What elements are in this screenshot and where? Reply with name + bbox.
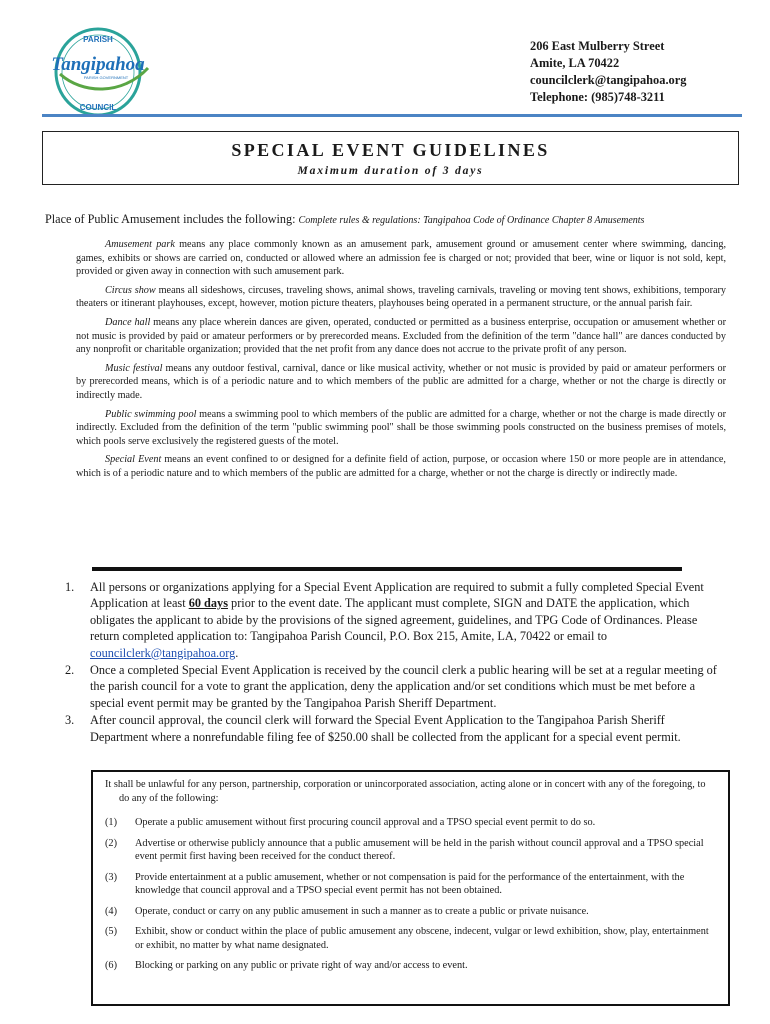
application-steps xyxy=(65,579,725,746)
parish-council-logo xyxy=(42,24,154,120)
logo-top-text: PARISH xyxy=(83,35,113,44)
definition-text: means any place wherein dances are given, operated, conducted or permitted as a business enterprise, occupation or amusement whether or not music is provided by paid or amateur performers or by prerecorded means. Excluded from the definition of the term "dance hall" are dances conducted by any nonprofit or charitable organization; provided that the net profit from any dance does not accrue to the private profit of any person. xyxy=(76,316,726,356)
document-subtitle: Maximum duration of 3 days xyxy=(297,164,484,177)
definition-item xyxy=(76,316,726,357)
definition-term: Amusement park xyxy=(105,239,175,250)
unlawful-item-number: (4) xyxy=(105,905,118,917)
intro-text: Place of Public Amusement includes the following: xyxy=(45,212,296,226)
unlawful-item-number: (1) xyxy=(105,817,118,828)
definition-text: means any outdoor festival, carnival, dance or like musical activity, whether or not music is provided by paid or amateur performers or by prerecorded means, which is of a periodic nature and to which members of the public are admitted for a charge, whether or not the charge is directly or indirectly made. xyxy=(76,362,726,401)
unlawful-item xyxy=(105,837,718,864)
step-item xyxy=(65,579,725,661)
step-text-part: . xyxy=(235,645,239,660)
address-email: councilclerk@tangipahoa.org xyxy=(530,73,687,87)
unlawful-item-number: (2) xyxy=(105,837,118,849)
title-box xyxy=(42,131,739,185)
email-link[interactable]: councilclerk@tangipahoa.org xyxy=(90,645,236,660)
step-text: After council approval, the council clerk will forward the Special Event Application to the Tangipahoa Parish Sheriff Department where a nonrefundable filing fee of $250.00 shall be collected from the applicant for a special event permit. xyxy=(90,713,681,744)
definition-term: Music festival xyxy=(105,362,163,374)
unlawful-item-text: Operate a public amusement without first procuring council approval and a TPSO special event permit to do so. xyxy=(135,817,596,828)
unlawful-item-text: Blocking or parking on any public or private right of way and/or access to event. xyxy=(135,960,468,971)
unlawful-item xyxy=(105,925,718,952)
logo-bottom-text: COUNCIL xyxy=(79,103,117,112)
definition-term: Public swimming pool xyxy=(105,408,197,420)
unlawful-item-text: Exhibit, show or conduct within the place of public amusement any obscene, indecent, vulgar or lewd exhibition, show, play, entertainment or exhibit, no matter by what name designated. xyxy=(135,926,709,951)
intro-line xyxy=(45,212,644,227)
step-text-part: All persons or organizations applying for a Special Event Application are required to submit a fully completed Special Event Application at least xyxy=(90,580,704,611)
step-text xyxy=(90,579,725,661)
step-item xyxy=(65,662,725,711)
definition-item xyxy=(76,408,726,449)
definition-text: means a swimming pool to which members of the public are admitted for a charge, whether or not the charge is made directly or indirectly. Excluded from the definition of the term "public swimming pool" shall be those swimming pools constructed on the business premises of motels, which pools serve exclusively the registered guests of the motel. xyxy=(76,408,727,447)
unlawful-item-text: Provide entertainment at a public amusement, whether or not compensation is paid for the performance of the entertainment, with the knowledge that council approval and a TPSO special event permit has not been obtained. xyxy=(135,871,685,896)
definition-text: means all sideshows, circuses, traveling shows, animal shows, traveling carnivals, traveling or moving tent shows, exhibitions, temporary theaters or itinerant playhouses, except, however, motion picture theaters, playhouses being operated in a permanent structure, or the annual parish fair. xyxy=(76,284,726,310)
step-text: Once a completed Special Event Application is received by the council clerk a public hearing will be set at a regular meeting of the parish council for a vote to grant the application, deny the application and/or set conditions which must be met before a special event permit may be granted by the Tangipahoa Parish Sheriff Department. xyxy=(90,663,717,710)
definition-term: Special Event xyxy=(105,454,162,466)
address-street: 206 East Mulberry Street xyxy=(530,39,665,53)
logo-wordmark: Tangipahoa xyxy=(51,54,145,75)
document-title: SPECIAL EVENT GUIDELINES xyxy=(231,140,550,160)
step-number: 1. xyxy=(65,580,75,594)
logo-sub-text: PARISH GOVERNMENT xyxy=(83,75,129,80)
definition-item xyxy=(76,284,726,311)
definition-item xyxy=(76,362,726,403)
intro-note: Complete rules & regulations: Tangipahoa Code of Ordinance Chapter 8 Amusements xyxy=(298,215,645,226)
definition-term: Circus show xyxy=(105,284,156,296)
definition-item xyxy=(76,238,726,279)
definitions-list xyxy=(76,238,726,486)
step-number: 3. xyxy=(65,713,75,728)
address-phone: Telephone: (985)748-3211 xyxy=(530,90,665,104)
unlawful-item xyxy=(105,816,718,830)
contact-address xyxy=(530,38,686,106)
unlawful-acts-box xyxy=(91,770,730,1006)
header-divider xyxy=(42,114,742,117)
unlawful-intro: It shall be unlawful for any person, partnership, corporation or unincorporated association, acting alone or in concert with any of the foregoing, to do any of the following: xyxy=(105,779,706,804)
deadline-emphasis: 60 days xyxy=(188,596,228,611)
definition-term: Dance hall xyxy=(105,316,151,328)
definition-item xyxy=(76,453,726,480)
unlawful-item xyxy=(105,871,718,898)
unlawful-item-text: Advertise or otherwise publicly announce that a public amusement will be held in the parish without council approval and a TPSO special event permit first having been received for the conduct thereof. xyxy=(135,837,704,862)
logo-emblem xyxy=(42,24,154,120)
unlawful-item-number: (3) xyxy=(105,871,118,883)
address-city: Amite, LA 70422 xyxy=(530,56,620,70)
unlawful-item xyxy=(105,905,718,919)
step-number: 2. xyxy=(65,663,75,678)
unlawful-item-number: (5) xyxy=(105,926,118,937)
step-text-part: prior to the event date. The applicant must complete, SIGN and DATE the application, which obligates the applicant to abide by the provisions of the signed agreement, guidelines, and TPG Code of Ordinances. Please return completed application to: Tangipahoa Parish Council, P.O. Box 215, Amite, LA, 70422 or email to xyxy=(90,596,698,644)
unlawful-item-number: (6) xyxy=(105,960,118,971)
unlawful-item-text: Operate, conduct or carry on any public amusement in such a manner as to create a public or private nuisance. xyxy=(135,905,589,917)
step-item xyxy=(65,712,725,745)
definition-text: means any place commonly known as an amusement park, amusement ground or amusement center where swimming, dancing, games, exhibits or shows are carried on, conducted or allowed where an admission fee is charged or not; provided that beer, wine or liquor is not sold, kept, provided or given away in connection with such amusement park. xyxy=(76,239,726,278)
definition-text: means an event confined to or designed for a definite field of action, purpose, or occasion where 150 or more people are in attendance, which is of a periodic nature and to which members of the public are admitted for a charge, whether or not the charge is directly or indirectly made. xyxy=(76,454,726,479)
section-divider xyxy=(92,567,682,571)
unlawful-item xyxy=(105,959,718,973)
